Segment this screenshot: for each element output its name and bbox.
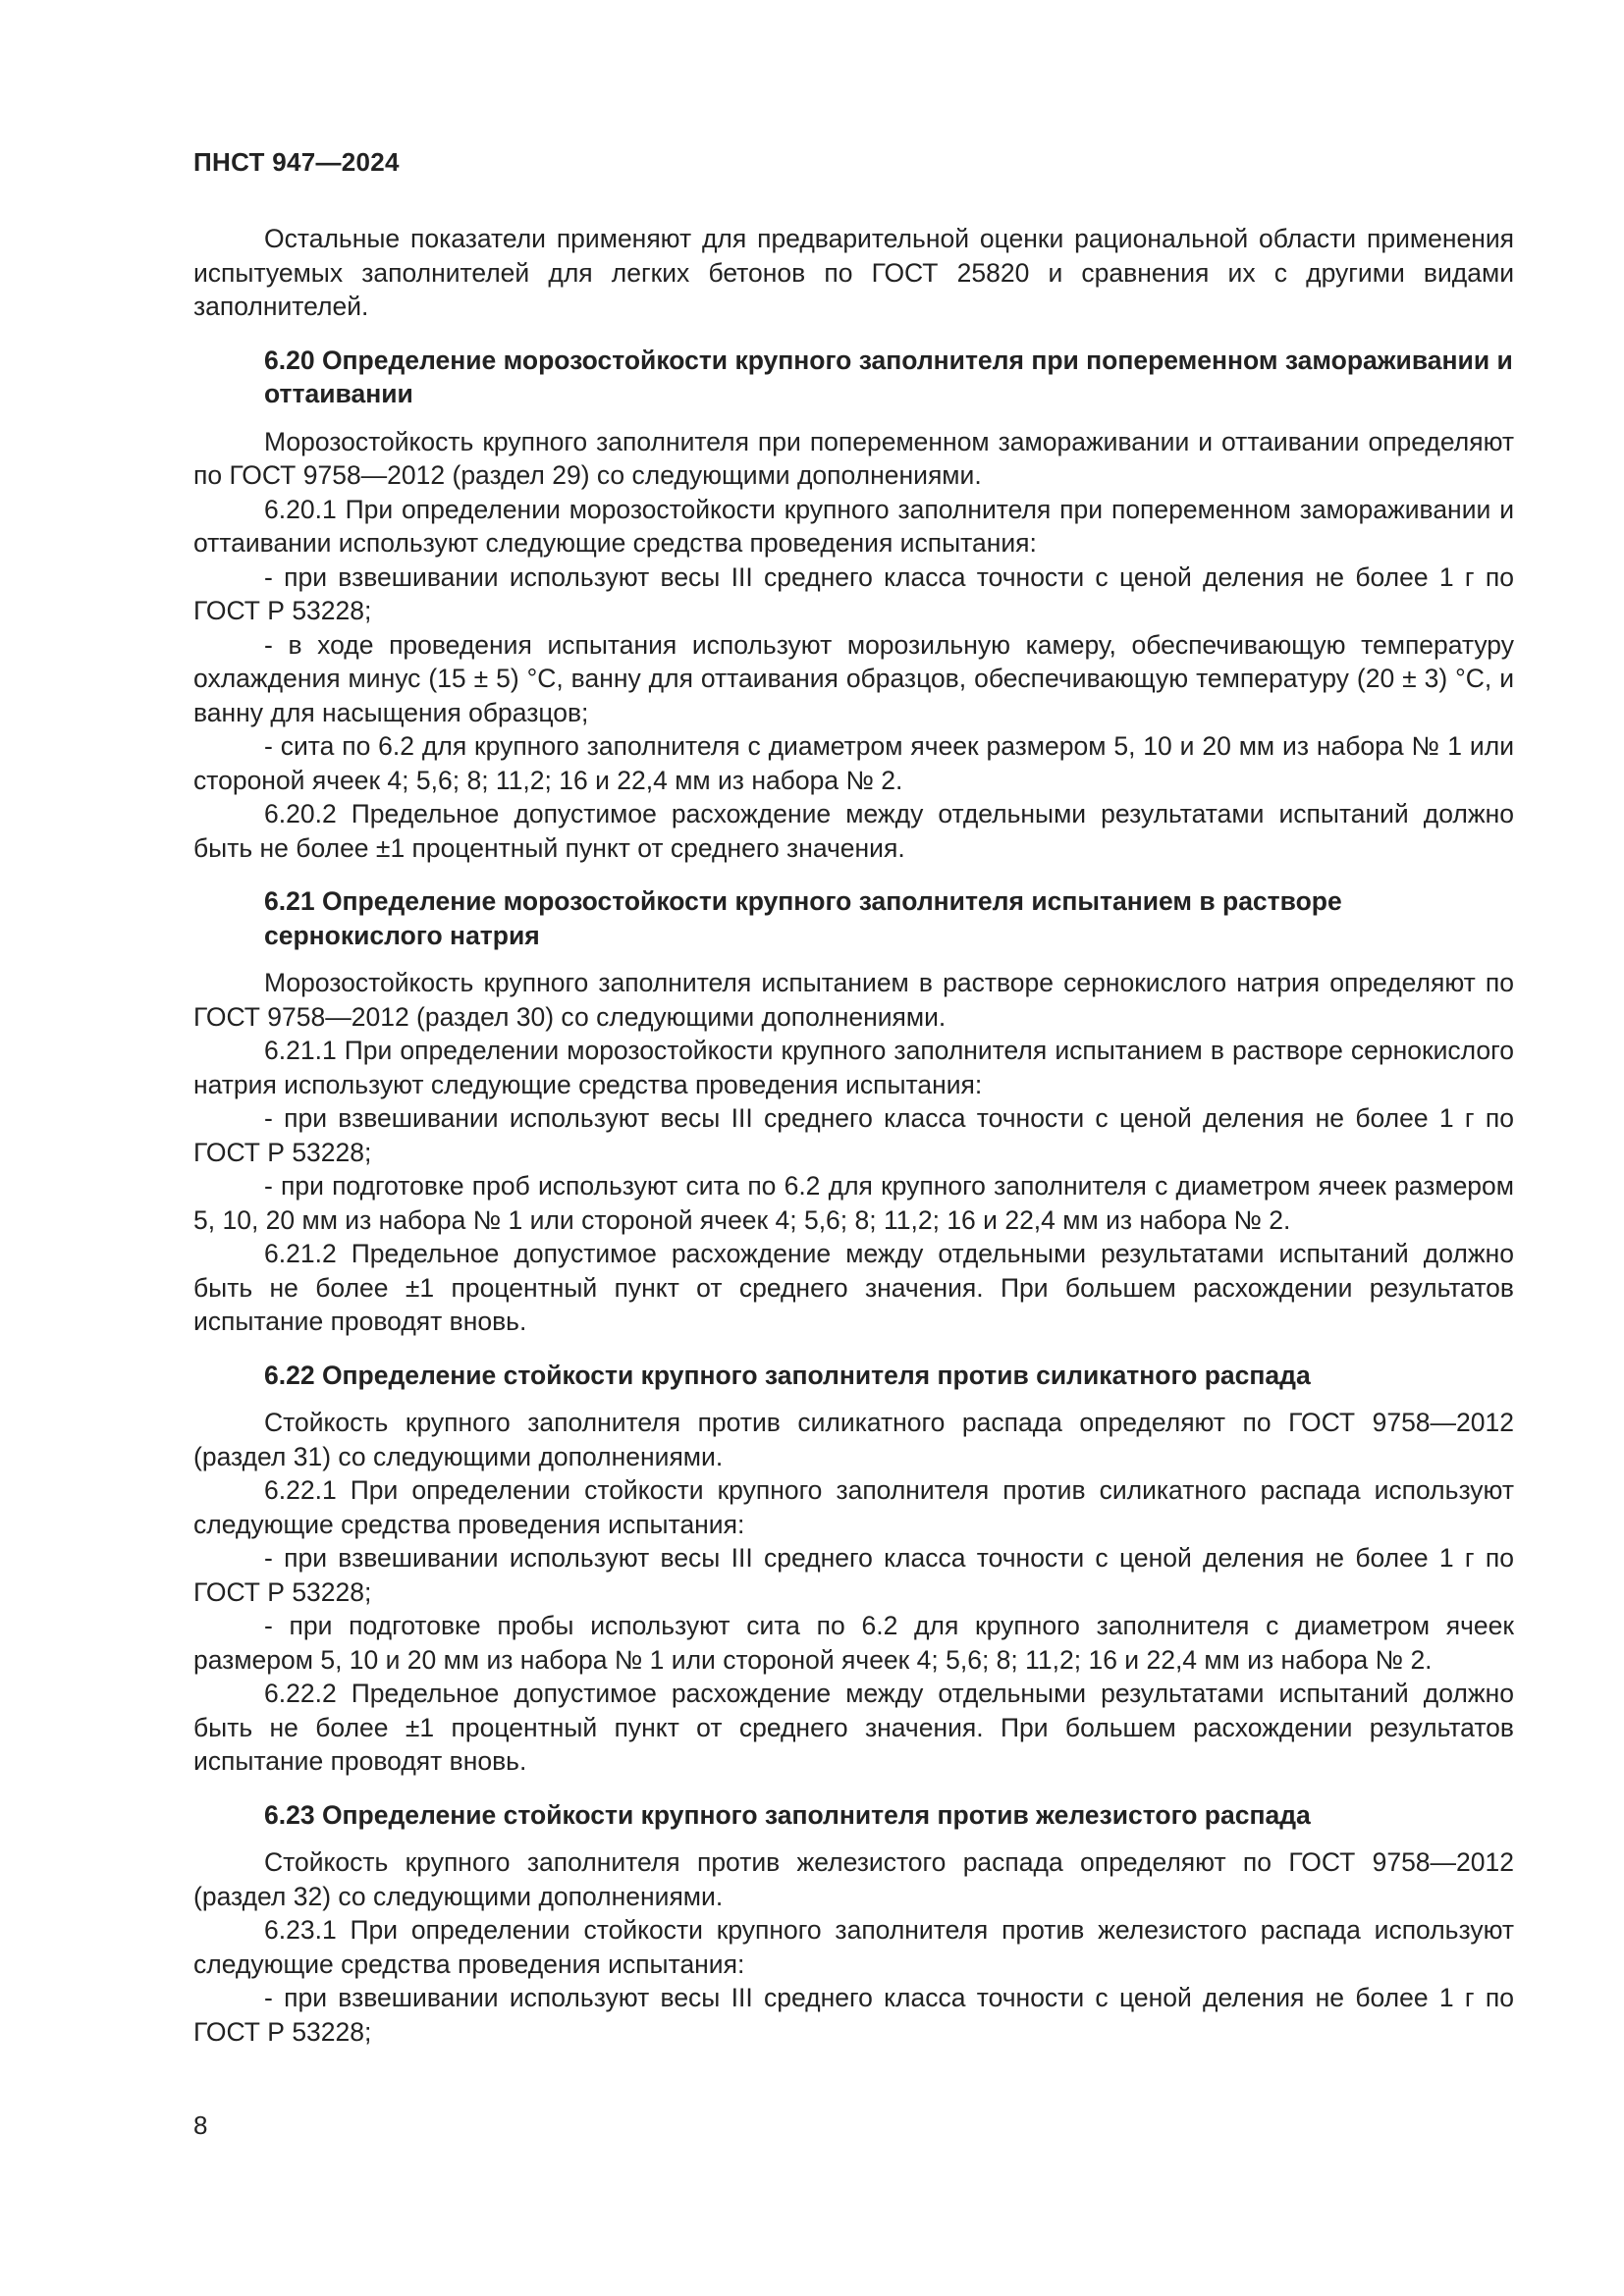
intro-paragraph: Остальные показатели применяют для предварительной оценки рациональной области применения испытуемых заполнителей для легких бетонов по ГОСТ 25820 и сравнения их с другими видами заполнителей.	[193, 224, 1514, 321]
document-body	[193, 222, 1514, 2049]
page-number: 8	[193, 2110, 208, 2140]
list-item: - сита по 6.2 для крупного заполнителя с диаметром ячеек размером 5, 10 и 20 мм из набора № 1 или стороной ячеек 4; 5,6; 8; 11,2; 16 и 22,4 мм из набора № 2.	[193, 731, 1514, 795]
paragraph: 6.22.2 Предельное допустимое расхождение между отдельными результатами испытаний должно быть не более ±1 процентный пункт от среднего значения. При большем расхождении результатов испытание проводят вновь.	[193, 1679, 1514, 1776]
list-item: - при взвешивании используют весы III среднего класса точности с ценой деления не более 1 г по ГОСТ Р 53228;	[193, 1543, 1514, 1607]
paragraph: Стойкость крупного заполнителя против силикатного распада определяют по ГОСТ 9758—2012 (раздел 31) со следующими дополнениями.	[193, 1408, 1514, 1471]
section-6-22	[193, 1359, 1514, 1779]
section-6-20	[193, 344, 1514, 866]
paragraph: 6.23.1 При определении стойкости крупного заполнителя против железистого распада используют следующие средства проведения испытания:	[193, 1915, 1514, 1979]
list-item: - при подготовке проб используют сита по 6.2 для крупного заполнителя с диаметром ячеек размером 5, 10, 20 мм из набора № 1 или стороной ячеек 4; 5,6; 8; 11,2; 16 и 22,4 мм из набора № 2.	[193, 1171, 1514, 1235]
list-item: - в ходе проведения испытания используют морозильную камеру, обеспечивающую температуру охлаждения минус (15 ± 5) °С, ванну для оттаивания образцов, обеспечивающую температуру (20 ± 3) °С, и ванну для насыщения образцов;	[193, 629, 1514, 727]
paragraph: 6.21.2 Предельное допустимое расхождение между отдельными результатами испытаний должно быть не более ±1 процентный пункт от среднего значения. При большем расхождении результатов испытание проводят вновь.	[193, 1239, 1514, 1336]
section-heading: 6.21 Определение морозостойкости крупного заполнителя испытанием в растворе сернокислого натрия	[264, 886, 1342, 950]
paragraph: 6.21.1 При определении морозостойкости крупного заполнителя испытанием в растворе сернокислого натрия используют следующие средства проведения испытания:	[193, 1036, 1514, 1099]
document-id: ПНСТ 947—2024	[193, 147, 400, 177]
paragraph: 6.22.1 При определении стойкости крупного заполнителя против силикатного распада используют следующие средства проведения испытания:	[193, 1475, 1514, 1539]
paragraph: 6.20.1 При определении морозостойкости крупного заполнителя при попеременном замораживании и оттаивании используют следующие средства проведения испытания:	[193, 494, 1514, 558]
list-item: - при взвешивании используют весы III среднего класса точности с ценой деления не более 1 г по ГОСТ Р 53228;	[193, 1983, 1514, 2047]
section-6-23	[193, 1798, 1514, 2050]
list-item: - при взвешивании используют весы III среднего класса точности с ценой деления не более 1 г по ГОСТ Р 53228;	[193, 561, 1514, 625]
paragraph: Морозостойкость крупного заполнителя испытанием в растворе сернокислого натрия определяют по ГОСТ 9758—2012 (раздел 30) со следующими дополнениями.	[193, 968, 1514, 1032]
section-heading: 6.22 Определение стойкости крупного заполнителя против силикатного распада	[264, 1360, 1311, 1390]
list-item: - при подготовке пробы используют сита по 6.2 для крупного заполнителя с диаметром ячеек размером 5, 10 и 20 мм из набора № 1 или стороной ячеек 4; 5,6; 8; 11,2; 16 и 22,4 мм из набора № 2.	[193, 1611, 1514, 1675]
section-6-21	[193, 884, 1514, 1339]
list-item: - при взвешивании используют весы III среднего класса точности с ценой деления не более 1 г по ГОСТ Р 53228;	[193, 1103, 1514, 1167]
paragraph: Морозостойкость крупного заполнителя при попеременном замораживании и оттаивании определяют по ГОСТ 9758—2012 (раздел 29) со следующими дополнениями.	[193, 426, 1514, 490]
paragraph: Стойкость крупного заполнителя против железистого распада определяют по ГОСТ 9758—2012 (раздел 32) со следующими дополнениями.	[193, 1847, 1514, 1911]
section-heading: 6.20 Определение морозостойкости крупного заполнителя при попеременном замораживании и оттаивании	[264, 345, 1513, 408]
section-heading: 6.23 Определение стойкости крупного заполнителя против железистого распада	[264, 1799, 1311, 1830]
paragraph: 6.20.2 Предельное допустимое расхождение между отдельными результатами испытаний должно быть не более ±1 процентный пункт от среднего значения.	[193, 799, 1514, 863]
